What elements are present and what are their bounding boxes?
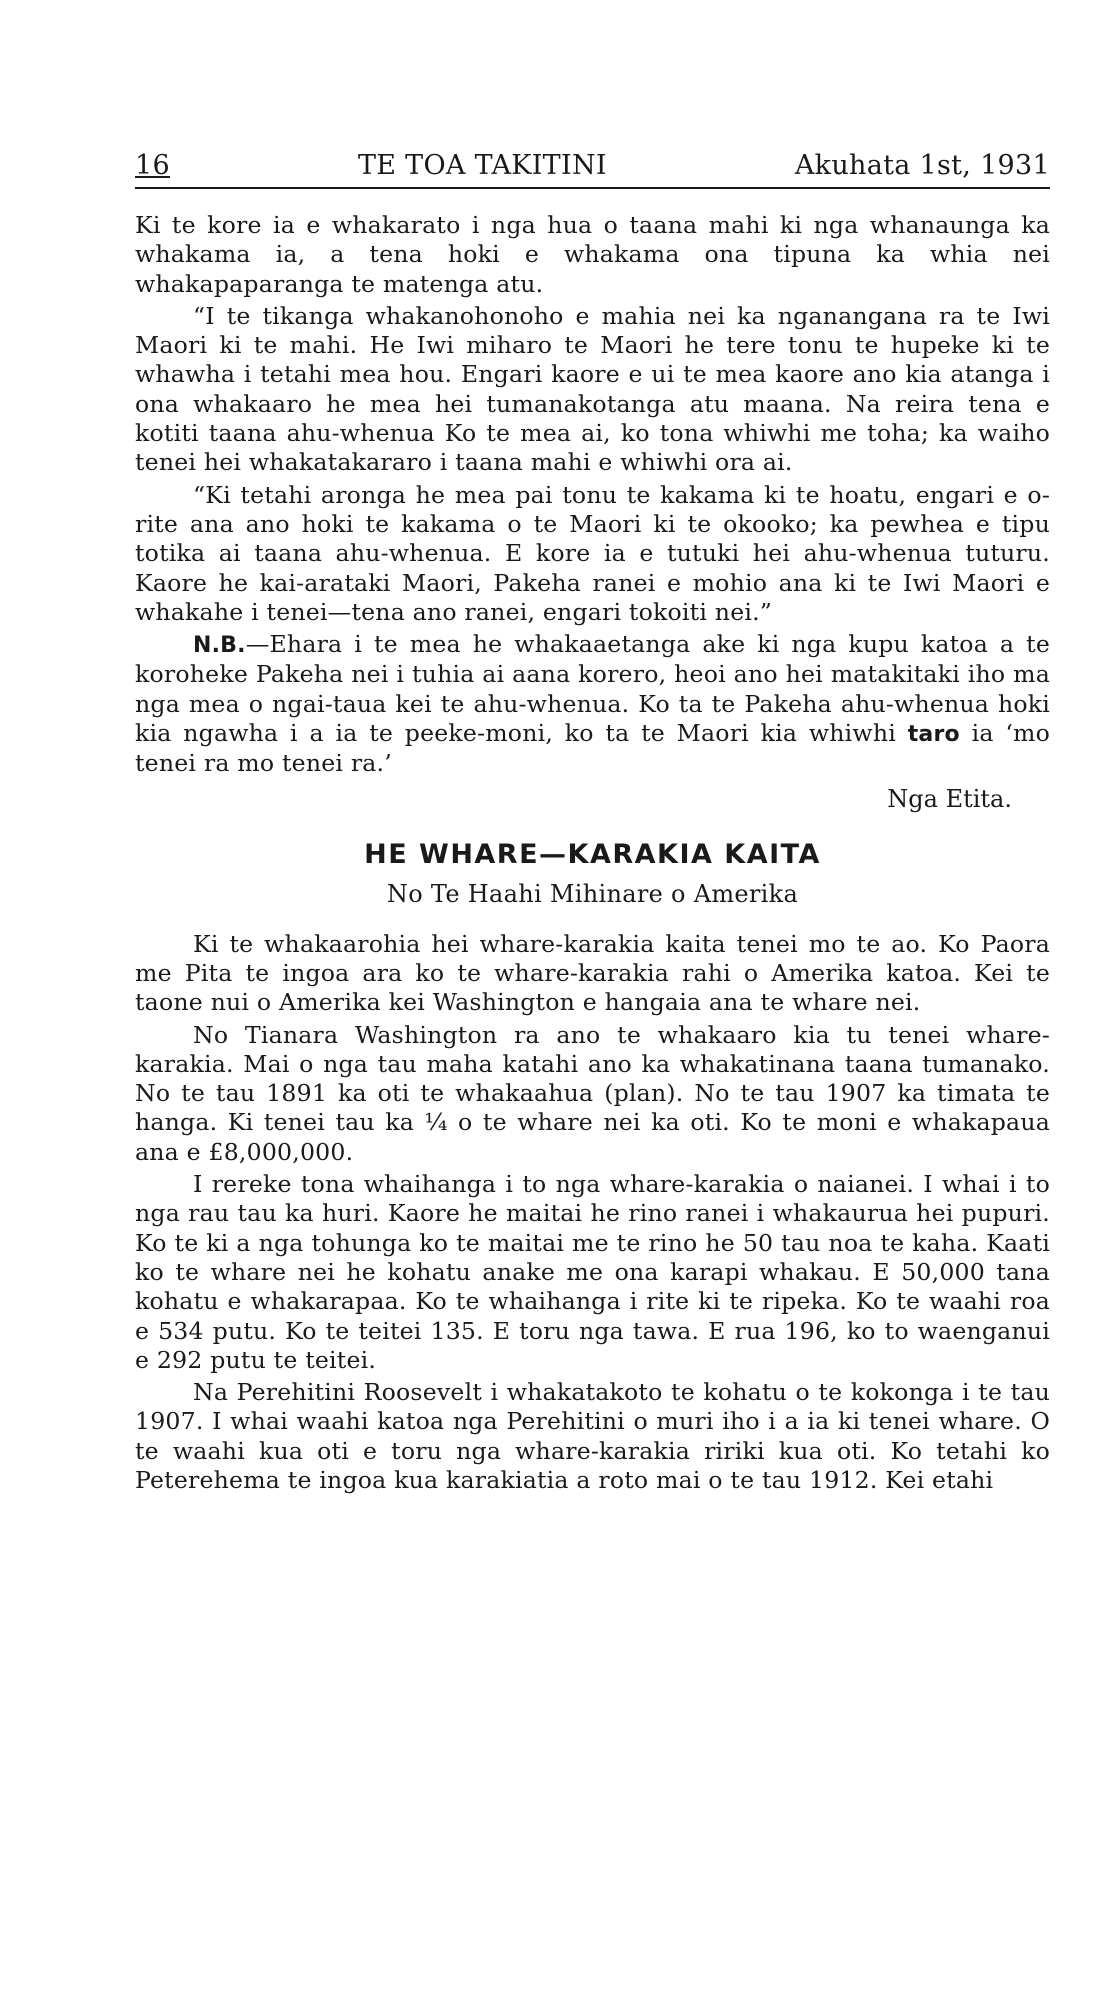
article-paragraph-3: I rereke tona whaihanga i to nga whare-karakia o naianei. I whai i to nga rau tau ka huri. Kaore he maitai he rino ranei i whakaurua hei pupuri. Ko te ki a nga tohunga ko te maitai me te rino he 50 tau noa te kaha. Kaati ko te whare nei he kohatu anake me ona karapi whakau. E 50,000 tana kohatu e whakarapaa. Ko te whaihanga i rite ki te ripeka. Ko te waahi roa e 534 putu. Ko te teitei 135. E toru nga tawa. E rua 196, ko to waenganui e 292 putu te teitei.: [135, 1170, 1050, 1374]
publication-title: TE TOA TAKITINI: [357, 150, 607, 181]
article-subtitle: No Te Haahi Mihinare o Amerika: [386, 879, 799, 908]
editors-signature: Nga Etita.: [887, 784, 1012, 813]
editor-note-paragraph: [135, 630, 1050, 778]
issue-date: Akuhata 1st, 1931: [794, 150, 1050, 181]
article-paragraph-1: Ki te whakaarohia hei whare-karakia kaita tenei mo te ao. Ko Paora me Pita te ingoa ara ko te whare-karakia rahi o Amerika katoa. Kei te taone nui o Amerika kei Washington e hangaia ana te whare nei.: [135, 929, 1050, 1017]
intro-paragraph-1: Ki te kore ia e whakarato i nga hua o taana mahi ki nga whanaunga ka whakama ia, a tena hoki e whakama ona tipuna ka whia nei whakapaparanga te matenga atu.: [135, 211, 1050, 298]
intro-paragraph-3: “Ki tetahi aronga he mea pai tonu te kakama ki te hoatu, engari e o-rite ana ano hoki te kakama o te Maori ki te okooko; ka pewhea e tipu totika ai taana ahu-whenua. E kore ia e tutuki hei ahu-whenua tuturu. Kaore he kai-arataki Maori, Pakeha ranei e mohio ana ki te Iwi Maori e whakahe i tenei—tena ano ranei, engari tokoiti nei.”: [135, 480, 1050, 626]
article-paragraph-4: Na Perehitini Roosevelt i whakatakoto te kohatu o te kokonga i te tau 1907. I whai waahi katoa nga Perehitini o muri iho i a ia ki tenei whare. O te waahi kua oti e toru nga whare-karakia ririki kua oti. Ko tetahi ko Peterehema te ingoa kua karakiatia a roto mai o te tau 1912. Kei etahi: [135, 1378, 1050, 1494]
intro-paragraph-2: “I te tikanga whakanohonoho e mahia nei ka nganangana ra te Iwi Maori ki te mahi. He Iwi miharo te Maori he tere tonu te hupeke ki te whawha i tetahi mea hou. Engari kaore e ui te mea kaore ano kia atanga i ona whakaaro he mea hei tumanakotanga atu maana. Na reira tena e kotiti taana ahu-whenua Ko te mea ai, ko tona whiwhi me toha; ka waiho tenei hei whakatakararo i taana mahi e whiwhi ora ai.: [135, 301, 1050, 477]
nb-text-part-2: ia ‘mo tenei ra mo tenei ra.’: [135, 719, 1050, 778]
article-title: HE WHARE—KARAKIA KAITA: [364, 838, 821, 870]
running-header: [135, 150, 1050, 189]
page-number: 16: [135, 150, 170, 181]
nb-bold-word: taro: [907, 722, 960, 748]
nb-text-part-1: —Ehara i te mea he whakaaetanga ake ki nga kupu katoa a te koroheke Pakeha nei i tuhia ai aana korero, heoi ano hei matakitaki iho ma nga mea o ngai-taua kei te ahu-whenua. Ko ta te Pakeha ahu-whenua hoki kia ngawha i a ia te peeke-moni, ko ta te Maori kia whiwhi: [135, 630, 1050, 748]
document-page: [135, 150, 1050, 1495]
nb-label: N.B.: [193, 633, 246, 659]
article-paragraph-2: No Tianara Washington ra ano te whakaaro kia tu tenei whare-karakia. Mai o nga tau maha katahi ano ka whakatinana taana tumanako. No te tau 1891 ka oti te whakaahua (plan). No te tau 1907 ka timata te hanga. Ki tenei tau ka ¼ o te whare nei ka oti. Ko te moni e whakapaua ana e £8,000,000.: [135, 1020, 1050, 1166]
